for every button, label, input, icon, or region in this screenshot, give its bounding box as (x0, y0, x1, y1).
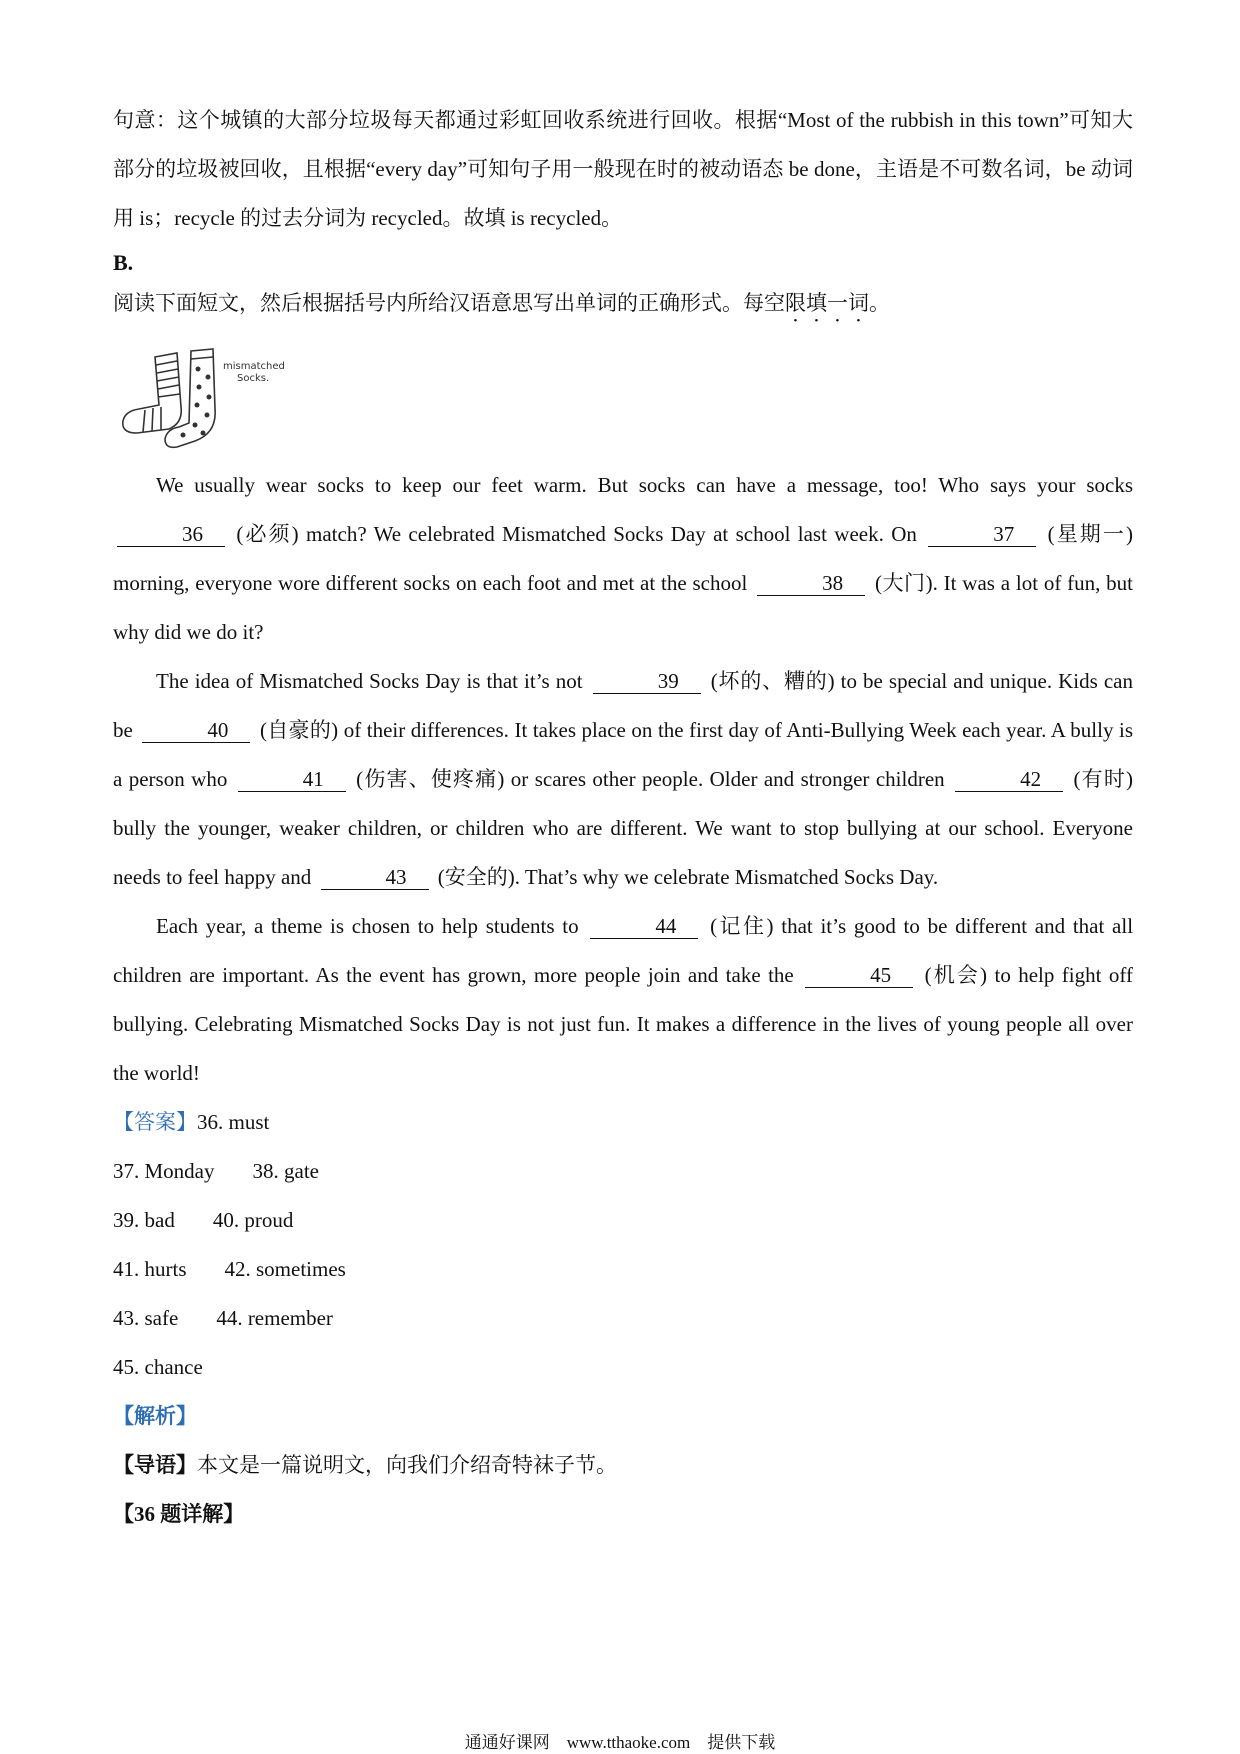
blank-42: 42 (955, 767, 1063, 792)
passage-paragraph-3 (113, 902, 1133, 1098)
blank-38: 38 (757, 571, 865, 596)
blank-40: 40 (142, 718, 250, 743)
instructions (113, 283, 1133, 327)
answer-section (113, 1098, 1133, 1539)
passage-paragraph-1 (113, 461, 1133, 657)
passage-text: bully the younger, weaker children, or children who are different. We want to stop bullying at our school. Everyone needs to feel happy and (113, 816, 1133, 889)
answer-37: 37. Monday (113, 1159, 215, 1183)
passage-text: match? We celebrated Mismatched Socks Day at school last week. On (306, 522, 917, 546)
blank-37: 37 (928, 522, 1036, 547)
answer-43: 43. safe (113, 1306, 179, 1330)
passage-text: of their differences. It takes place on the first day of Anti-Bullying Week each year. A bully is a person who (113, 718, 1134, 791)
hint-36: (必须) (236, 522, 299, 546)
passage-text: morning, everyone wore different socks on each foot and met at the school (113, 571, 748, 595)
hint-45: (机会) (924, 963, 988, 987)
passage-text: to be special and unique. Kids can be (113, 669, 1134, 742)
document-page (113, 96, 1133, 1539)
instructions-emphasis: 限填一词 (785, 291, 869, 315)
analysis-tag: 【解析】 (113, 1404, 197, 1428)
answer-line (113, 1294, 1133, 1343)
answer-41: 41. hurts (113, 1257, 187, 1281)
passage-text: The idea of Mismatched Socks Day is that it’s not (156, 669, 583, 693)
answer-39: 39. bad (113, 1208, 175, 1232)
hint-43: (安全的) (437, 865, 515, 889)
hint-44: (记住) (710, 914, 774, 938)
illustration-caption-line1: mismatched (223, 361, 285, 372)
hint-42: (有时) (1073, 767, 1133, 791)
hint-39: (坏的、糟的) (710, 669, 835, 693)
blank-44: 44 (590, 914, 698, 939)
illustration-caption-line2: Socks. (237, 373, 270, 384)
answer-40: 40. proud (212, 1208, 294, 1232)
blank-39: 39 (593, 669, 701, 694)
blank-43: 43 (321, 865, 429, 890)
answer-45: 45. chance (113, 1355, 203, 1379)
instructions-main: 阅读下面短文，然后根据括号内所给汉语意思写出单词的正确形式。每空 (113, 291, 785, 315)
answer-38: 38. gate (252, 1159, 319, 1183)
answer-36: 36. must (197, 1110, 270, 1134)
guide-text: 本文是一篇说明文，向我们介绍奇特袜子节。 (197, 1453, 617, 1477)
answer-line (113, 1343, 1133, 1392)
answer-line (113, 1147, 1133, 1196)
passage-text: We usually wear socks to keep our feet warm. But socks can have a message, too! Who says your socks (156, 473, 1133, 497)
guide-line (113, 1441, 1133, 1490)
hint-38: (大门) (874, 571, 933, 595)
passage-text: Each year, a theme is chosen to help students to (156, 914, 579, 938)
passage-text: that it’s good to be different and that all children are important. As the event has grown, more people join and take the (113, 914, 1134, 987)
mismatched-socks-illustration (115, 337, 315, 453)
previous-explanation: 句意：这个城镇的大部分垃圾每天都通过彩虹回收系统进行回收。根据“Most of the rubbish in this town”可知大部分的垃圾被回收，且根据“every day”可知句子用一般现在时的被动语态 be done，主语是不可数名词，be 动词用 is；recycle 的过去分词为 recycled。故填 is recycled。 (113, 108, 1133, 230)
blank-45: 45 (805, 963, 913, 988)
blank-41: 41 (238, 767, 346, 792)
passage-text: to help fight off bullying. Celebrating Mismatched Socks Day is not just fun. It makes a difference in the lives of young people all over the world! (113, 963, 1133, 1085)
answer-42: 42. sometimes (224, 1257, 346, 1281)
hint-41: (伤害、使疼痛) (356, 767, 505, 791)
passage-text: . That’s why we celebrate Mismatched Socks Day. (514, 865, 939, 889)
instructions-end: 。 (869, 291, 890, 315)
section-label: B. (113, 250, 134, 275)
page-footer: 通通好课网 www.tthaoke.com 提供下载 (464, 1733, 776, 1752)
analysis-line (113, 1392, 1133, 1441)
guide-tag: 【导语】 (113, 1453, 197, 1477)
answer-44: 44. remember (216, 1306, 333, 1330)
answer-tag: 【答案】 (113, 1110, 197, 1134)
hint-40: (自豪的) (259, 718, 339, 742)
answer-line (113, 1098, 1133, 1147)
passage-paragraph-2 (113, 657, 1133, 902)
answer-line (113, 1196, 1133, 1245)
passage-text: . It was a lot of fun, but why did we do it? (113, 571, 1134, 644)
blank-36: 36 (117, 522, 225, 547)
q36-heading: 【36 题详解】 (113, 1502, 245, 1526)
answer-line (113, 1245, 1133, 1294)
hint-37: (星期一) (1047, 522, 1133, 546)
passage-text: or scares other people. Older and stronger children (510, 767, 945, 791)
